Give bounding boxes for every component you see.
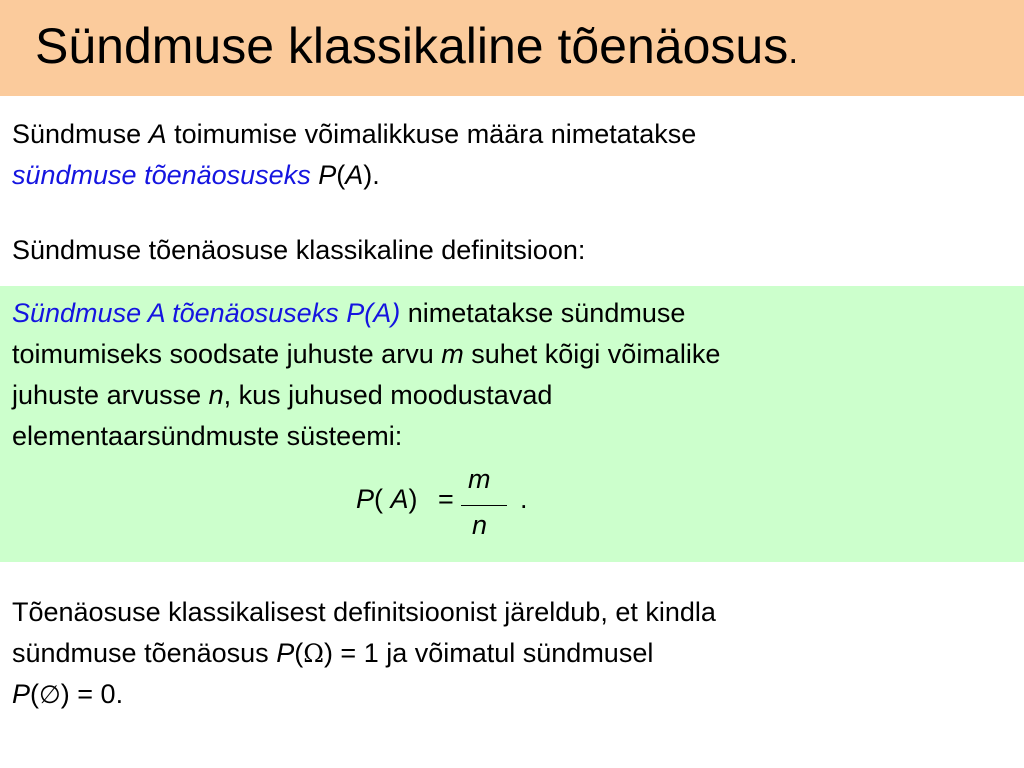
definition-term: Sündmuse A tõenäosuseks P(A) xyxy=(12,298,401,328)
empty-set-symbol: ∅ xyxy=(39,680,61,709)
intro-paragraph xyxy=(12,114,696,196)
paren-open: ( xyxy=(336,160,346,190)
definition-text: , kus juhused moodustavad xyxy=(223,380,553,410)
formula-lhs xyxy=(356,484,418,515)
equals-sign: = xyxy=(438,484,454,514)
paren-open: ( xyxy=(30,679,40,709)
probability-formula xyxy=(356,464,556,544)
paren-close: ) xyxy=(408,484,418,514)
probability-term: sündmuse tõenäosuseks xyxy=(12,160,311,190)
definition-text: nimetatakse sündmuse xyxy=(400,298,686,328)
n-symbol: n xyxy=(208,380,224,410)
intro-line-1 xyxy=(12,114,696,155)
fraction-numerator: m xyxy=(468,464,491,494)
definition-line-1 xyxy=(12,293,720,334)
p-symbol: P xyxy=(12,679,31,709)
page-title xyxy=(35,14,798,83)
p-symbol: P xyxy=(318,160,337,190)
title-period: . xyxy=(788,30,799,71)
formula-period: . xyxy=(520,484,528,514)
fraction-denominator: n xyxy=(472,510,488,540)
conclusion-line-1: Tõenäosuse klassikalisest definitsioonist järeldub, et kindla xyxy=(12,597,716,627)
conclusion-text: sündmuse tõenäosus xyxy=(12,638,277,668)
event-symbol: A xyxy=(148,119,167,149)
event-symbol: A xyxy=(390,484,409,514)
conclusion-line-2 xyxy=(12,633,716,674)
definition-line-2 xyxy=(12,334,720,375)
definition-line-3 xyxy=(12,375,720,416)
title-bar xyxy=(0,0,1024,96)
definition-text: suhet kõigi võimalike xyxy=(463,339,721,369)
omega-symbol: Ω xyxy=(303,639,324,668)
p-symbol: P xyxy=(356,484,375,514)
intro-text: Sündmuse xyxy=(12,119,149,149)
conclusion-line-3 xyxy=(12,674,716,715)
conclusion-text: ) = 1 ja võimatul sündmusel xyxy=(323,638,654,668)
definition-text: juhuste arvusse xyxy=(12,380,209,410)
definition-heading: Sündmuse tõenäosuse klassikaline definitsioon: xyxy=(12,235,586,265)
title-text: Sündmuse klassikaline tõenäosus xyxy=(35,18,789,74)
paren-open: ( xyxy=(294,638,304,668)
paren-open: ( xyxy=(374,484,391,514)
event-symbol-2: A xyxy=(345,160,364,190)
m-symbol: m xyxy=(441,339,464,369)
conclusion-text: ) = 0. xyxy=(60,679,124,709)
definition-paragraph xyxy=(12,293,720,457)
p-symbol: P xyxy=(276,638,295,668)
definition-text: toimumiseks soodsate juhuste arvu xyxy=(12,339,442,369)
paren-close: ). xyxy=(363,160,380,190)
conclusion-paragraph xyxy=(12,592,716,715)
intro-text-rest: toimumise võimalikkuse määra nimetatakse xyxy=(166,119,697,149)
definition-line-4: elementaarsündmuste süsteemi: xyxy=(12,421,403,451)
fraction-bar xyxy=(461,505,507,506)
intro-line-2 xyxy=(12,155,696,196)
